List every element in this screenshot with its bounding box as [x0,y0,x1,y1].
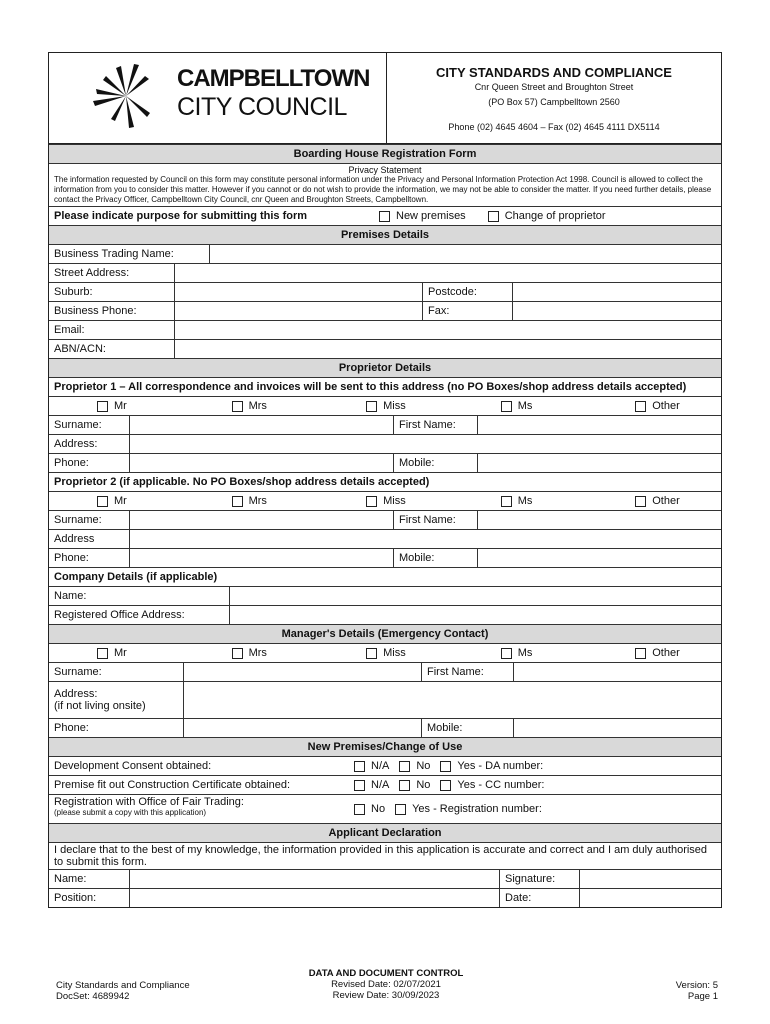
yes-cc-label: Yes - CC number: [457,779,545,791]
council-logo [49,53,387,143]
p1-phone-label: Phone: [54,457,89,469]
signature-field[interactable] [579,870,721,888]
p2-surname-label: Surname: [54,514,102,526]
checkbox[interactable] [379,211,390,222]
cert-label: Premise fit out Construction Certificate obtained: [54,779,291,791]
mgr-address-label [49,682,183,718]
footer-review: Review Date: 30/09/2023 [332,990,440,1001]
mgr-phone-label: Phone: [54,722,89,734]
p1-surname-field[interactable] [129,416,393,434]
p2-address-field[interactable] [129,530,721,548]
checkbox[interactable] [232,401,243,412]
proprietor2-titles [49,492,721,510]
oft-text: Registration with Office of Fair Trading: [54,796,244,808]
checkbox[interactable] [232,648,243,659]
oft-yes[interactable] [390,795,547,823]
privacy-text: The information requested by Council on this form may constitute personal information under the Privacy and Personal Information Protection Act 1998. Council is allowed to collect the information from you to consider this matter. However if you cannot or do not wish to provide the information, we may not be able to consider the matter. If you need further details, please contact the Privacy Officer, Campbelltown City Council, cnr Queen and Broughton Streets, Campbelltown. [54,175,712,204]
footer-docset: DocSet: 4689942 [56,991,130,1002]
checkbox[interactable] [635,648,646,659]
checkbox[interactable] [97,648,108,659]
checkbox[interactable] [635,496,646,507]
trading-name-field[interactable] [209,245,721,263]
mgr-address-text: Address: [54,688,98,700]
logo-line2: CITY COUNCIL [177,93,347,121]
p2-first-field[interactable] [477,511,721,529]
use-title: New Premises/Change of Use [49,738,721,756]
org-details [387,53,721,143]
decl-name-field[interactable] [129,870,499,888]
p1-address-label: Address: [54,438,98,450]
dev-no[interactable] [394,757,435,775]
checkbox[interactable] [232,496,243,507]
p2-mobile-label: Mobile: [393,549,477,567]
p2-phone-label: Phone: [54,552,89,564]
p1-first-label: First Name: [393,416,477,434]
proprietor1-titles [49,397,721,415]
mgr-first-field[interactable] [513,663,721,681]
suburb-field[interactable] [174,283,422,301]
title-option-label: Other [652,495,680,507]
dev-na[interactable] [349,757,394,775]
title-option-label: Ms [517,647,533,659]
street-field[interactable] [174,264,721,282]
purpose-opt-change[interactable] [483,207,611,225]
p2-address-label: Address [54,533,95,545]
footer-version: Version: 5 [675,980,718,991]
footer-left [56,980,190,1002]
decl-name-label: Name: [54,873,87,885]
title-mrs[interactable] [232,400,367,412]
title-miss[interactable] [366,647,501,659]
purpose-label: Please indicate purpose for submitting this form [54,210,308,222]
checkbox[interactable] [440,761,451,772]
address-line1: Cnr Queen Street and Broughton Street [474,82,634,92]
purpose-opt-new[interactable] [374,207,471,225]
manager-title: Manager's Details (Emergency Contact) [49,625,721,643]
na-label: N/A [371,779,390,791]
contact-line: Phone (02) 4645 4604 – Fax (02) 4645 4111 DX5114 [448,122,660,132]
title-miss[interactable] [366,495,501,507]
title-option-label: Other [652,647,680,659]
privacy-title: Privacy Statement [348,165,422,175]
fax-label: Fax: [422,302,512,320]
title-ms[interactable] [501,495,636,507]
company-office-label: Registered Office Address: [54,609,185,621]
declaration-text: I declare that to the best of my knowledge, the information provided in this application is accurate and correct and I am duly authorised to submit this form. [54,844,708,868]
declaration-title: Applicant Declaration [49,824,721,842]
mgr-first-label: First Name: [421,663,513,681]
footer-right [676,980,718,1002]
title-mrs[interactable] [232,647,367,659]
change-proprietor-label: Change of proprietor [504,210,606,222]
new-premises-label: New premises [396,210,466,222]
p2-first-label: First Name: [393,511,477,529]
checkbox[interactable] [501,401,512,412]
title-option-label: Ms [517,495,533,507]
premises-title: Premises Details [49,226,721,244]
mgr-address-note: (if not living onsite) [54,700,146,712]
na-label: N/A [371,760,390,772]
checkbox[interactable] [366,496,377,507]
title-option-label: Miss [383,647,406,659]
p2-mobile-field[interactable] [477,549,721,567]
checkbox[interactable] [366,648,377,659]
manager-titles [49,644,721,662]
title-other[interactable] [635,495,716,507]
proprietor1-heading: Proprietor 1 – All correspondence and invoices will be sent to this address (no PO Boxes/shop address details accepted) [54,381,687,393]
no-label: No [416,760,431,772]
checkbox[interactable] [366,401,377,412]
footer-center [256,968,516,1001]
company-heading: Company Details (if applicable) [54,571,218,583]
org-title: CITY STANDARDS AND COMPLIANCE [436,65,672,80]
date-field[interactable] [579,889,721,907]
dev-consent-label: Development Consent obtained: [54,760,212,772]
checkbox[interactable] [354,780,365,791]
oft-note: (please submit a copy with this application) [54,808,207,817]
title-option-label: Miss [383,400,406,412]
oft-label [49,795,349,823]
checkbox[interactable] [97,496,108,507]
p1-phone-field[interactable] [129,454,393,472]
title-option-label: Mr [114,495,127,507]
registration-form [48,52,722,908]
cert-na[interactable] [349,776,394,794]
proprietor2-heading: Proprietor 2 (if applicable. No PO Boxes/shop address details accepted) [54,476,430,488]
cert-yes[interactable] [435,776,549,794]
checkbox[interactable] [501,496,512,507]
title-mr[interactable] [97,400,232,412]
checkbox[interactable] [488,211,499,222]
company-name-label: Name: [54,590,87,602]
cert-no[interactable] [394,776,435,794]
p1-mobile-label: Mobile: [393,454,477,472]
title-option-label: Other [652,400,680,412]
checkbox[interactable] [501,648,512,659]
p2-surname-field[interactable] [129,511,393,529]
address-line2: (PO Box 57) Campbelltown 2560 [488,97,620,107]
postcode-label: Postcode: [422,283,512,301]
position-field[interactable] [129,889,499,907]
title-mr[interactable] [97,647,232,659]
checkbox[interactable] [440,780,451,791]
title-option-label: Mrs [248,495,267,507]
business-phone-field[interactable] [174,302,422,320]
title-mrs[interactable] [232,495,367,507]
abn-field[interactable] [174,340,721,358]
footer-page: Page 1 [687,991,718,1002]
title-other[interactable] [635,400,716,412]
footer-revised: Revised Date: 02/07/2021 [331,979,441,990]
signature-label: Signature: [499,870,579,888]
form-header [49,53,721,144]
title-option-label: Ms [517,400,533,412]
checkbox[interactable] [399,780,410,791]
yes-reg-label: Yes - Registration number: [412,803,542,815]
p1-mobile-field[interactable] [477,454,721,472]
p1-surname-label: Surname: [54,419,102,431]
mgr-mobile-label: Mobile: [421,719,513,737]
street-label: Street Address: [54,267,130,279]
title-option-label: Mr [114,647,127,659]
form-title: Boarding House Registration Form [49,145,721,163]
dev-yes[interactable] [435,757,548,775]
checkbox[interactable] [97,401,108,412]
checkbox[interactable] [399,761,410,772]
company-name-field[interactable] [229,587,721,605]
date-label: Date: [499,889,579,907]
fax-field[interactable] [512,302,721,320]
position-label: Position: [54,892,97,904]
footer-dept: City Standards and Compliance [56,980,190,991]
checkbox[interactable] [635,401,646,412]
title-miss[interactable] [366,400,501,412]
oft-no[interactable] [349,795,390,823]
title-ms[interactable] [501,400,636,412]
privacy-statement [49,163,721,206]
mgr-surname-field[interactable] [183,663,421,681]
checkbox[interactable] [395,804,406,815]
title-mr[interactable] [97,495,232,507]
mgr-mobile-field[interactable] [513,719,721,737]
title-option-label: Mrs [248,647,267,659]
email-label: Email: [54,324,85,336]
p1-address-field[interactable] [129,435,721,453]
title-other[interactable] [635,647,716,659]
checkbox[interactable] [354,804,365,815]
proprietor-title: Proprietor Details [49,359,721,377]
p2-phone-field[interactable] [129,549,393,567]
business-phone-label: Business Phone: [54,305,137,317]
company-office-field[interactable] [229,606,721,624]
no-label: No [416,779,431,791]
trading-name-label: Business Trading Name: [54,248,174,260]
email-field[interactable] [174,321,721,339]
mgr-surname-label: Surname: [54,666,102,678]
mgr-address-field[interactable] [183,682,721,718]
footer-control-title: DATA AND DOCUMENT CONTROL [308,968,464,979]
title-option-label: Mr [114,400,127,412]
title-option-label: Mrs [248,400,267,412]
logo-line1: CAMPBELLTOWN [177,65,370,92]
suburb-label: Suburb: [54,286,93,298]
abn-label: ABN/ACN: [54,343,106,355]
p1-first-field[interactable] [477,416,721,434]
title-option-label: Miss [383,495,406,507]
mgr-phone-field[interactable] [183,719,421,737]
no-label: No [371,803,386,815]
checkbox[interactable] [354,761,365,772]
title-ms[interactable] [501,647,636,659]
yes-da-label: Yes - DA number: [457,760,544,772]
postcode-field[interactable] [512,283,721,301]
